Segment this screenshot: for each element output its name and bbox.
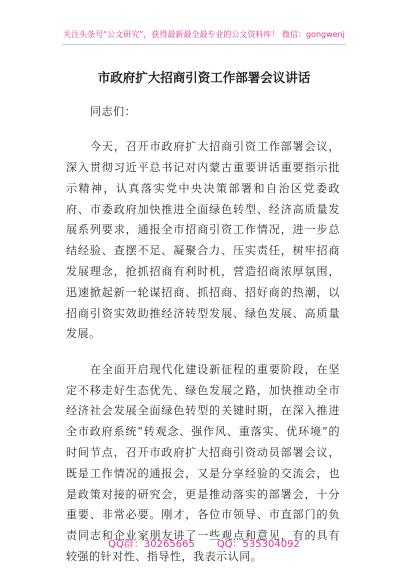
paragraph-1: 今天，召开市政府扩大招商引资工作部署会议，深入贯彻习近平总书记对内蒙古重要讲话重要指示批示精神，认真落实党中央决策部署和自治区党委政府、市委政府加快推进全面绿色转型、经济高质量发展系列要求，通报全市招商引资工作情况，进一步总结经验、查摆不足、凝聚合力、压实责任，树牢招商发展理念，抢抓招商有利时机，营造招商浓厚氛围，迅速掀起新一轮谋招商、抓招商、招好商的热潮，以招商引资实效助推经济转型发展、绿色发展、高质量发展。 xyxy=(66,140,340,341)
footer-qq-number: QQ：535304092 xyxy=(216,539,300,550)
paragraph-2: 在全面开启现代化建设新征程的重要阶段，在坚定不移走好生态优先、绿色发展之路，加快推动全市经济社会发展全面绿色转型的关键时期，在深入推进全市政府系统“转观念、强作风、重落实、优环境”的时间节点，召开市政府扩大招商引资动员部署会议，既是工作情况的通报会，又是分享经验的交流会，也是政策对接的研究会，更是推动落实的部署会，十分重要、非常必要。刚才，各位市领导、市直部门的负责同志和企业家朋友讲了一些观点和意见，有的具有较强的针对性、指导性，我表示认同。 xyxy=(66,362,340,563)
footer-contact xyxy=(0,539,408,551)
footer-qq-group: QQ群：30265665 xyxy=(108,539,195,550)
header-divider xyxy=(62,44,346,45)
header-banner: 关注头条号“公文研究”，获得最新最全最专业的公文资料库！ 微信：gongwenj xyxy=(63,30,345,39)
document-body xyxy=(66,102,340,582)
greeting: 同志们： xyxy=(90,105,137,118)
document-title: 市政府扩大招商引资工作部署会议讲话 xyxy=(97,70,311,85)
